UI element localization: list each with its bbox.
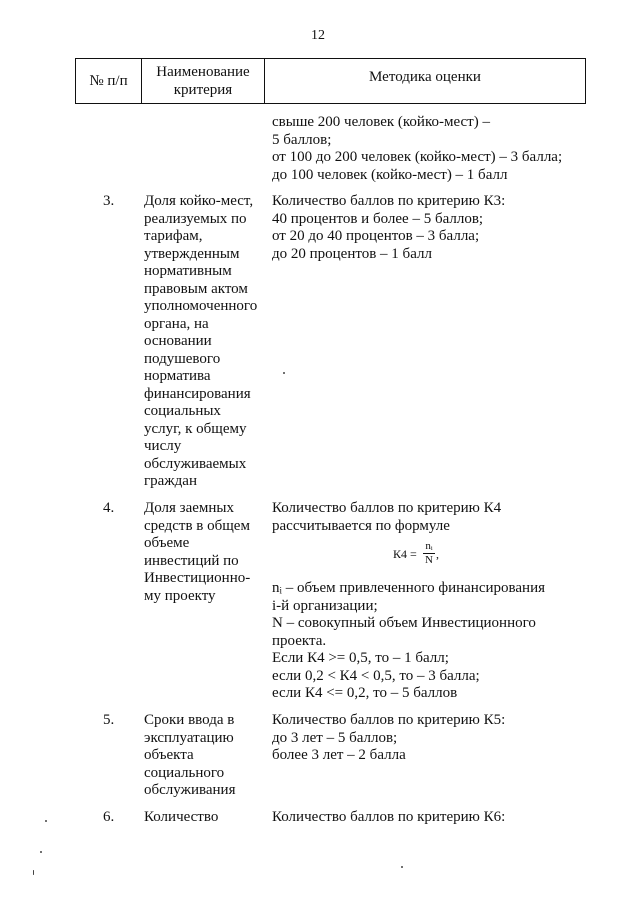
text-line: эксплуатацию bbox=[144, 729, 234, 746]
criterion-name bbox=[144, 193, 257, 491]
text-line: от 100 до 200 человек (койко-мест) – 3 балла; bbox=[272, 149, 563, 165]
text-line: Количество bbox=[144, 809, 219, 825]
page-number: 12 bbox=[311, 28, 325, 43]
text-line: если К4 <= 0,2, то – 5 баллов bbox=[272, 685, 458, 701]
text-line: объеме bbox=[144, 535, 190, 551]
criterion-name bbox=[144, 500, 250, 605]
text-line: Количество баллов по критерию К4 bbox=[272, 500, 502, 516]
text-line: инвестиций по bbox=[144, 552, 239, 569]
formula-denominator: N bbox=[423, 553, 435, 567]
header-col-name-line: критерия bbox=[173, 82, 233, 98]
formula-fraction bbox=[423, 540, 435, 567]
text-line: реализуемых по bbox=[144, 210, 247, 227]
text-line: Сроки ввода в bbox=[144, 712, 235, 728]
text-line: Количество баллов по критерию К5: bbox=[272, 712, 506, 728]
header-col-number: № п/п bbox=[89, 73, 128, 89]
continuation-text bbox=[272, 114, 562, 184]
text-line: Количество баллов по критерию К6: bbox=[272, 809, 506, 825]
scan-speck bbox=[283, 372, 285, 374]
text-line: норматива bbox=[144, 368, 211, 384]
text-line: Доля койко-мест, bbox=[144, 193, 254, 209]
criterion-name bbox=[144, 809, 218, 827]
scan-speck bbox=[33, 870, 34, 875]
text-line: если 0,2 < К4 < 0,5, то – 3 балла; bbox=[272, 667, 480, 684]
text-line: уполномоченного bbox=[144, 298, 258, 314]
scan-speck bbox=[45, 820, 47, 822]
row-number: 6. bbox=[103, 809, 115, 825]
text-line: му проекту bbox=[144, 587, 216, 604]
text-line: обслуживаемых bbox=[144, 455, 247, 472]
scan-speck bbox=[40, 851, 42, 853]
text-line: Инвестиционно- bbox=[144, 570, 251, 586]
text-line: Если К4 >= 0,5, то – 1 балл; bbox=[272, 650, 449, 666]
text-line: подушевого bbox=[144, 350, 221, 367]
text-line: N – совокупный объем Инвестиционного bbox=[272, 615, 536, 631]
text-line: средств в общем bbox=[144, 517, 250, 534]
text-line: от 20 до 40 процентов – 3 балла; bbox=[272, 228, 480, 244]
text-line: обслуживания bbox=[144, 782, 236, 798]
text-line: числу bbox=[144, 438, 182, 454]
header-col-name-line: Наименование bbox=[156, 64, 250, 80]
text-line: i-й организации; bbox=[272, 597, 378, 614]
text-line: свыше 200 человек (койко-мест) – bbox=[272, 114, 490, 130]
text-line: объекта bbox=[144, 747, 194, 763]
text-line: основании bbox=[144, 333, 212, 349]
text-line: нормативным bbox=[144, 263, 232, 279]
formula-numerator: nᵢ bbox=[425, 540, 433, 552]
text-line: Количество баллов по критерию К3: bbox=[272, 193, 506, 209]
text-line: до 3 лет – 5 баллов; bbox=[272, 729, 398, 746]
method-text bbox=[272, 809, 505, 827]
row-number: 5. bbox=[103, 712, 115, 728]
text-line: органа, на bbox=[144, 315, 209, 332]
text-line: Доля заемных bbox=[144, 500, 235, 516]
scan-speck bbox=[401, 866, 403, 868]
method-text bbox=[272, 712, 505, 765]
formula-lhs: К4 = bbox=[393, 547, 417, 561]
text-line: услуг, к общему bbox=[144, 420, 247, 437]
text-line: социального bbox=[144, 764, 225, 781]
text-line: граждан bbox=[144, 473, 197, 489]
text-line: финансирования bbox=[144, 385, 251, 402]
text-line: 5 баллов; bbox=[272, 131, 332, 148]
text-line: тарифам, bbox=[144, 228, 203, 244]
text-line: рассчитывается по формуле bbox=[272, 517, 450, 534]
method-text bbox=[272, 580, 545, 703]
text-line: проекта. bbox=[272, 632, 327, 649]
header-col-method: Методика оценки bbox=[369, 69, 481, 85]
header-col-name bbox=[142, 59, 264, 103]
method-intro bbox=[272, 500, 501, 535]
text-line: более 3 лет – 2 балла bbox=[272, 747, 406, 763]
text-line: nᵢ – объем привлеченного финансирования bbox=[272, 580, 546, 596]
text-line: до 20 процентов – 1 балл bbox=[272, 245, 432, 262]
text-line: утвержденным bbox=[144, 245, 240, 262]
text-line: правовым актом bbox=[144, 280, 248, 297]
criterion-name bbox=[144, 712, 235, 800]
text-line: до 100 человек (койко-мест) – 1 балл bbox=[272, 166, 508, 183]
text-line: социальных bbox=[144, 403, 221, 419]
method-text bbox=[272, 193, 505, 263]
formula-suffix: , bbox=[436, 547, 439, 561]
row-number: 4. bbox=[103, 500, 115, 516]
row-number: 3. bbox=[103, 193, 115, 209]
text-line: 40 процентов и более – 5 баллов; bbox=[272, 210, 484, 227]
table-header bbox=[75, 58, 586, 104]
